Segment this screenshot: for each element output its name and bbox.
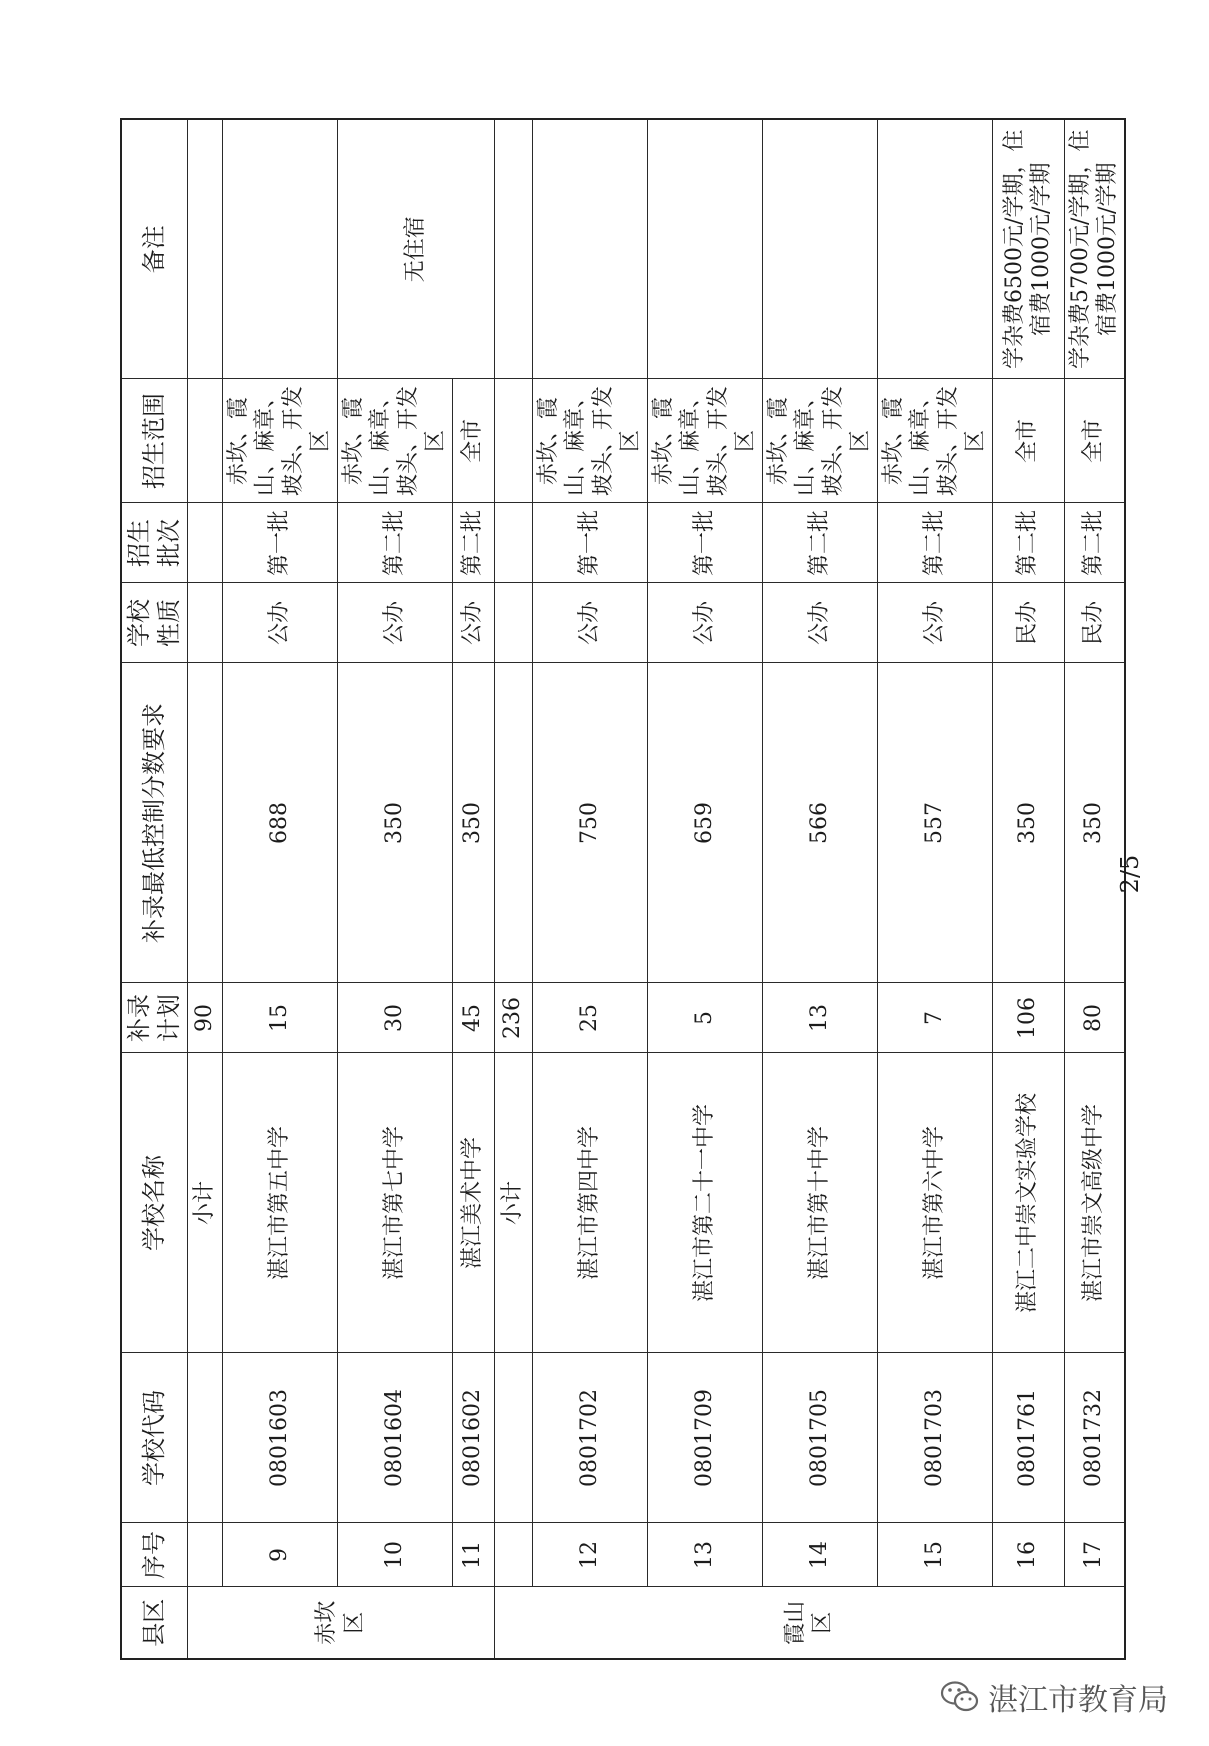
note-cell: 无住宿 (337, 119, 494, 379)
plan-cell: 5 (647, 983, 762, 1053)
plan-cell: 90 (187, 983, 222, 1053)
header-code: 学校代码 (121, 1353, 187, 1523)
nature-cell: 公办 (762, 583, 877, 663)
seq-cell (494, 1523, 532, 1587)
header-score: 补录最低控制分数要求 (121, 663, 187, 983)
scope-cell: 赤坎、霞山、麻章、坡头、开发区 (762, 379, 877, 503)
scope-cell: 赤坎、霞山、麻章、坡头、开发区 (532, 379, 647, 503)
nature-cell: 公办 (877, 583, 992, 663)
table-row (494, 119, 532, 1659)
note-cell (222, 119, 337, 379)
code-cell: 0801702 (532, 1353, 647, 1523)
batch-cell: 第一批 (647, 503, 762, 583)
note-cell (187, 119, 222, 379)
note-cell (877, 119, 992, 379)
batch-cell: 第二批 (337, 503, 452, 583)
batch-cell: 第二批 (452, 503, 494, 583)
code-cell (187, 1353, 222, 1523)
header-seq: 序号 (121, 1523, 187, 1587)
seq-cell: 16 (992, 1523, 1064, 1587)
score-cell: 566 (762, 663, 877, 983)
nature-cell: 民办 (1064, 583, 1125, 663)
seq-cell: 13 (647, 1523, 762, 1587)
note-cell (494, 119, 532, 379)
nature-cell: 民办 (992, 583, 1064, 663)
district-cell: 赤坎区 (187, 1587, 494, 1659)
scope-cell: 赤坎、霞山、麻章、坡头、开发区 (877, 379, 992, 503)
seq-cell: 14 (762, 1523, 877, 1587)
code-cell: 0801703 (877, 1353, 992, 1523)
score-cell (494, 663, 532, 983)
code-cell: 0801603 (222, 1353, 337, 1523)
seq-cell: 17 (1064, 1523, 1125, 1587)
wechat-icon (940, 1680, 980, 1714)
note-cell: 学杂费5700元/学期，住宿费1000元/学期 (1064, 119, 1125, 379)
table-row (187, 119, 222, 1659)
score-cell: 350 (337, 663, 452, 983)
school-name-cell: 湛江市第四中学 (532, 1053, 647, 1353)
plan-cell: 25 (532, 983, 647, 1053)
score-cell: 659 (647, 663, 762, 983)
table-row (532, 119, 647, 1659)
scope-cell (494, 379, 532, 503)
table-row (337, 119, 452, 1659)
plan-cell: 30 (337, 983, 452, 1053)
scope-cell: 全市 (452, 379, 494, 503)
school-name-cell: 湛江二中崇文实验学校 (992, 1053, 1064, 1353)
footer-watermark (940, 1675, 1168, 1719)
footer-text: 湛江市教育局 (988, 1683, 1168, 1718)
batch-cell: 第二批 (1064, 503, 1125, 583)
code-cell: 0801732 (1064, 1353, 1125, 1523)
plan-cell: 106 (992, 983, 1064, 1053)
note-cell (647, 119, 762, 379)
plan-cell: 45 (452, 983, 494, 1053)
header-note: 备注 (121, 119, 187, 379)
batch-cell: 第一批 (532, 503, 647, 583)
school-name-cell: 湛江市第七中学 (337, 1053, 452, 1353)
school-name-cell: 小计 (187, 1053, 222, 1353)
code-cell: 0801604 (337, 1353, 452, 1523)
code-cell: 0801705 (762, 1353, 877, 1523)
nature-cell: 公办 (337, 583, 452, 663)
nature-cell: 公办 (647, 583, 762, 663)
header-plan: 补录计划 (121, 983, 187, 1053)
batch-cell: 第一批 (222, 503, 337, 583)
header-batch: 招生批次 (121, 503, 187, 583)
nature-cell (494, 583, 532, 663)
school-name-cell: 湛江市第十中学 (762, 1053, 877, 1353)
score-cell: 557 (877, 663, 992, 983)
plan-cell: 236 (494, 983, 532, 1053)
school-name-cell: 湛江市第五中学 (222, 1053, 337, 1353)
table-row (762, 119, 877, 1659)
nature-cell: 公办 (222, 583, 337, 663)
scope-cell: 全市 (992, 379, 1064, 503)
scope-cell: 赤坎、霞山、麻章、坡头、开发区 (222, 379, 337, 503)
header-scope: 招生范围 (121, 379, 187, 503)
rotated-page (120, 120, 1120, 1660)
seq-cell: 15 (877, 1523, 992, 1587)
note-cell (762, 119, 877, 379)
score-cell: 350 (992, 663, 1064, 983)
school-name-cell: 湛江市崇文高级中学 (1064, 1053, 1125, 1353)
seq-cell: 12 (532, 1523, 647, 1587)
batch-cell (187, 503, 222, 583)
code-cell: 0801709 (647, 1353, 762, 1523)
school-name-cell: 湛江市第二十一中学 (647, 1053, 762, 1353)
scope-cell: 赤坎、霞山、麻章、坡头、开发区 (337, 379, 452, 503)
table-row (222, 119, 337, 1659)
scope-cell (187, 379, 222, 503)
header-name: 学校名称 (121, 1053, 187, 1353)
batch-cell: 第二批 (877, 503, 992, 583)
batch-cell: 第二批 (992, 503, 1064, 583)
plan-cell: 13 (762, 983, 877, 1053)
score-cell (187, 663, 222, 983)
seq-cell: 9 (222, 1523, 337, 1587)
seq-cell: 10 (337, 1523, 452, 1587)
code-cell: 0801602 (452, 1353, 494, 1523)
plan-cell: 15 (222, 983, 337, 1053)
code-cell: 0801761 (992, 1353, 1064, 1523)
score-cell: 350 (1064, 663, 1125, 983)
seq-cell: 11 (452, 1523, 494, 1587)
school-name-cell: 湛江市第六中学 (877, 1053, 992, 1353)
plan-cell: 7 (877, 983, 992, 1053)
header-district: 县区 (121, 1587, 187, 1659)
page-number: 2/5 (1116, 854, 1144, 894)
table-row (647, 119, 762, 1659)
plan-cell: 80 (1064, 983, 1125, 1053)
seq-cell (187, 1523, 222, 1587)
nature-cell: 公办 (532, 583, 647, 663)
batch-cell: 第二批 (762, 503, 877, 583)
school-name-cell: 湛江美术中学 (452, 1053, 494, 1353)
school-name-cell: 小计 (494, 1053, 532, 1353)
district-cell: 霞山区 (494, 1587, 1125, 1659)
score-cell: 350 (452, 663, 494, 983)
note-cell: 学杂费6500元/学期，住宿费1000元/学期 (992, 119, 1064, 379)
header-row (121, 119, 187, 1659)
admission-table (120, 118, 1126, 1660)
batch-cell (494, 503, 532, 583)
nature-cell: 公办 (452, 583, 494, 663)
score-cell: 750 (532, 663, 647, 983)
header-nature: 学校性质 (121, 583, 187, 663)
note-cell (532, 119, 647, 379)
nature-cell (187, 583, 222, 663)
score-cell: 688 (222, 663, 337, 983)
scope-cell: 赤坎、霞山、麻章、坡头、开发区 (647, 379, 762, 503)
table-row (992, 119, 1064, 1659)
table-row (877, 119, 992, 1659)
scope-cell: 全市 (1064, 379, 1125, 503)
code-cell (494, 1353, 532, 1523)
